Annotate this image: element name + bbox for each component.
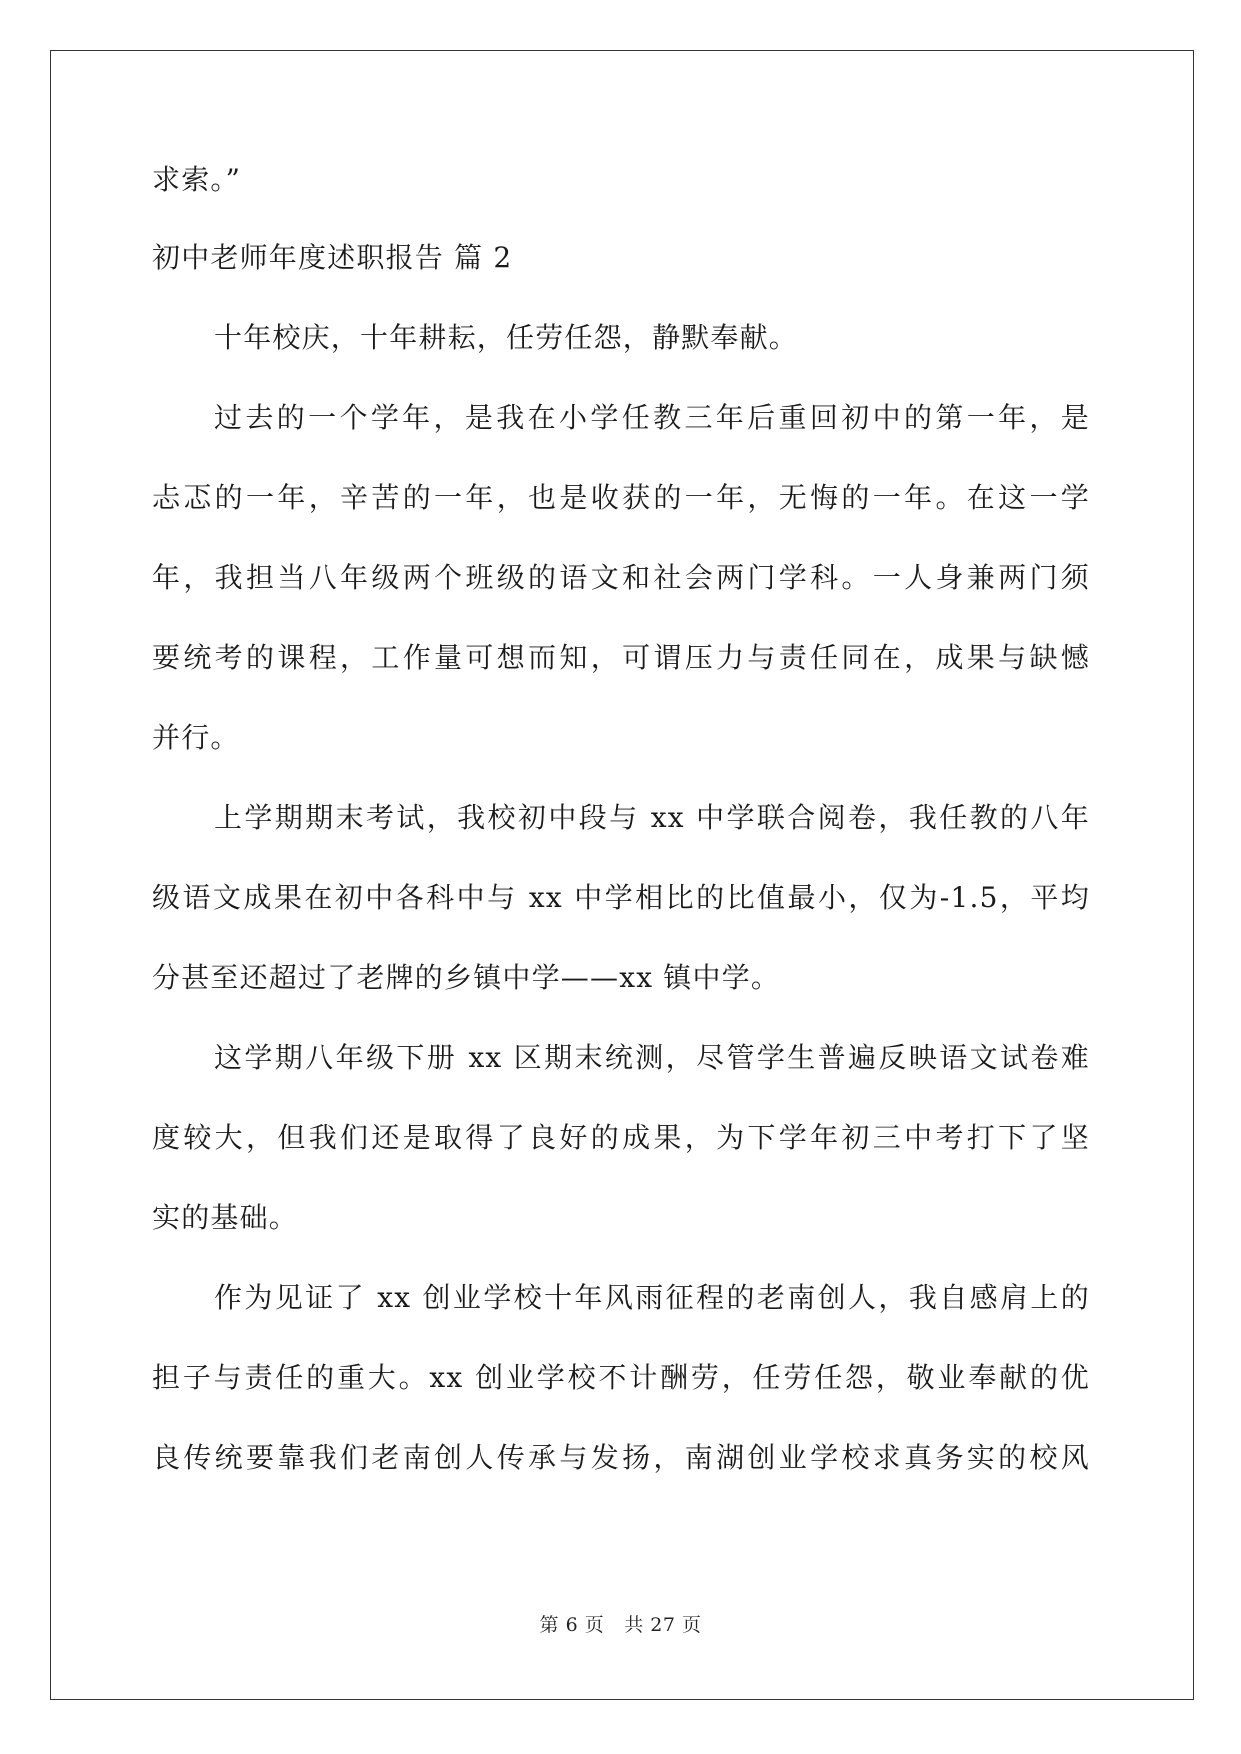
document-body	[152, 160, 1090, 1498]
text-line: 求索。”	[152, 163, 242, 196]
paragraph-line: 分甚至还超过了老牌的乡镇中学——xx 镇中学。	[152, 961, 781, 994]
paragraph-line: 忐忑的一年，辛苦的一年，也是收获的一年，无悔的一年。在这一学	[152, 481, 1090, 514]
paragraph-line: 要统考的课程，工作量可想而知，可谓压力与责任同在，成果与缺憾	[152, 641, 1090, 674]
paragraph	[152, 778, 1090, 1018]
paragraph-line: 级语文成果在初中各科中与 xx 中学相比的比值最小，仅为-1.5，平均	[152, 881, 1090, 914]
page-number: 第 6 页	[539, 1614, 605, 1636]
section-heading: 初中老师年度述职报告 篇 2	[152, 241, 513, 274]
paragraph-line: 担子与责任的重大。xx 创业学校不计酬劳，任劳任怨，敬业奉献的优	[152, 1361, 1090, 1394]
paragraph	[152, 378, 1090, 778]
page-total: 共 27 页	[624, 1614, 702, 1636]
paragraph	[152, 298, 1090, 378]
paragraph-line: 实的基础。	[152, 1201, 299, 1234]
paragraph-line: 良传统要靠我们老南创人传承与发扬，南湖创业学校求真务实的校风	[152, 1441, 1090, 1474]
paragraph-line: 度较大，但我们还是取得了良好的成果，为下学年初三中考打下了坚	[152, 1121, 1090, 1154]
paragraph-line: 并行。	[152, 721, 240, 754]
paragraph-line: 上学期期末考试，我校初中段与 xx 中学联合阅卷，我任教的八年	[214, 801, 1090, 834]
page-footer	[0, 1610, 1241, 1637]
paragraph-line: 过去的一个学年，是我在小学任教三年后重回初中的第一年，是	[214, 401, 1090, 434]
paragraph-line: 作为见证了 xx 创业学校十年风雨征程的老南创人，我自感肩上的	[214, 1281, 1090, 1314]
paragraph-line: 十年校庆，十年耕耘，任劳任怨，静默奉献。	[214, 321, 799, 354]
paragraph-line: 年，我担当八年级两个班级的语文和社会两门学科。一人身兼两门须	[152, 561, 1090, 594]
paragraph-line: 这学期八年级下册 xx 区期末统测，尽管学生普遍反映语文试卷难	[214, 1041, 1090, 1074]
paragraph	[152, 1018, 1090, 1258]
paragraph	[152, 1258, 1090, 1498]
